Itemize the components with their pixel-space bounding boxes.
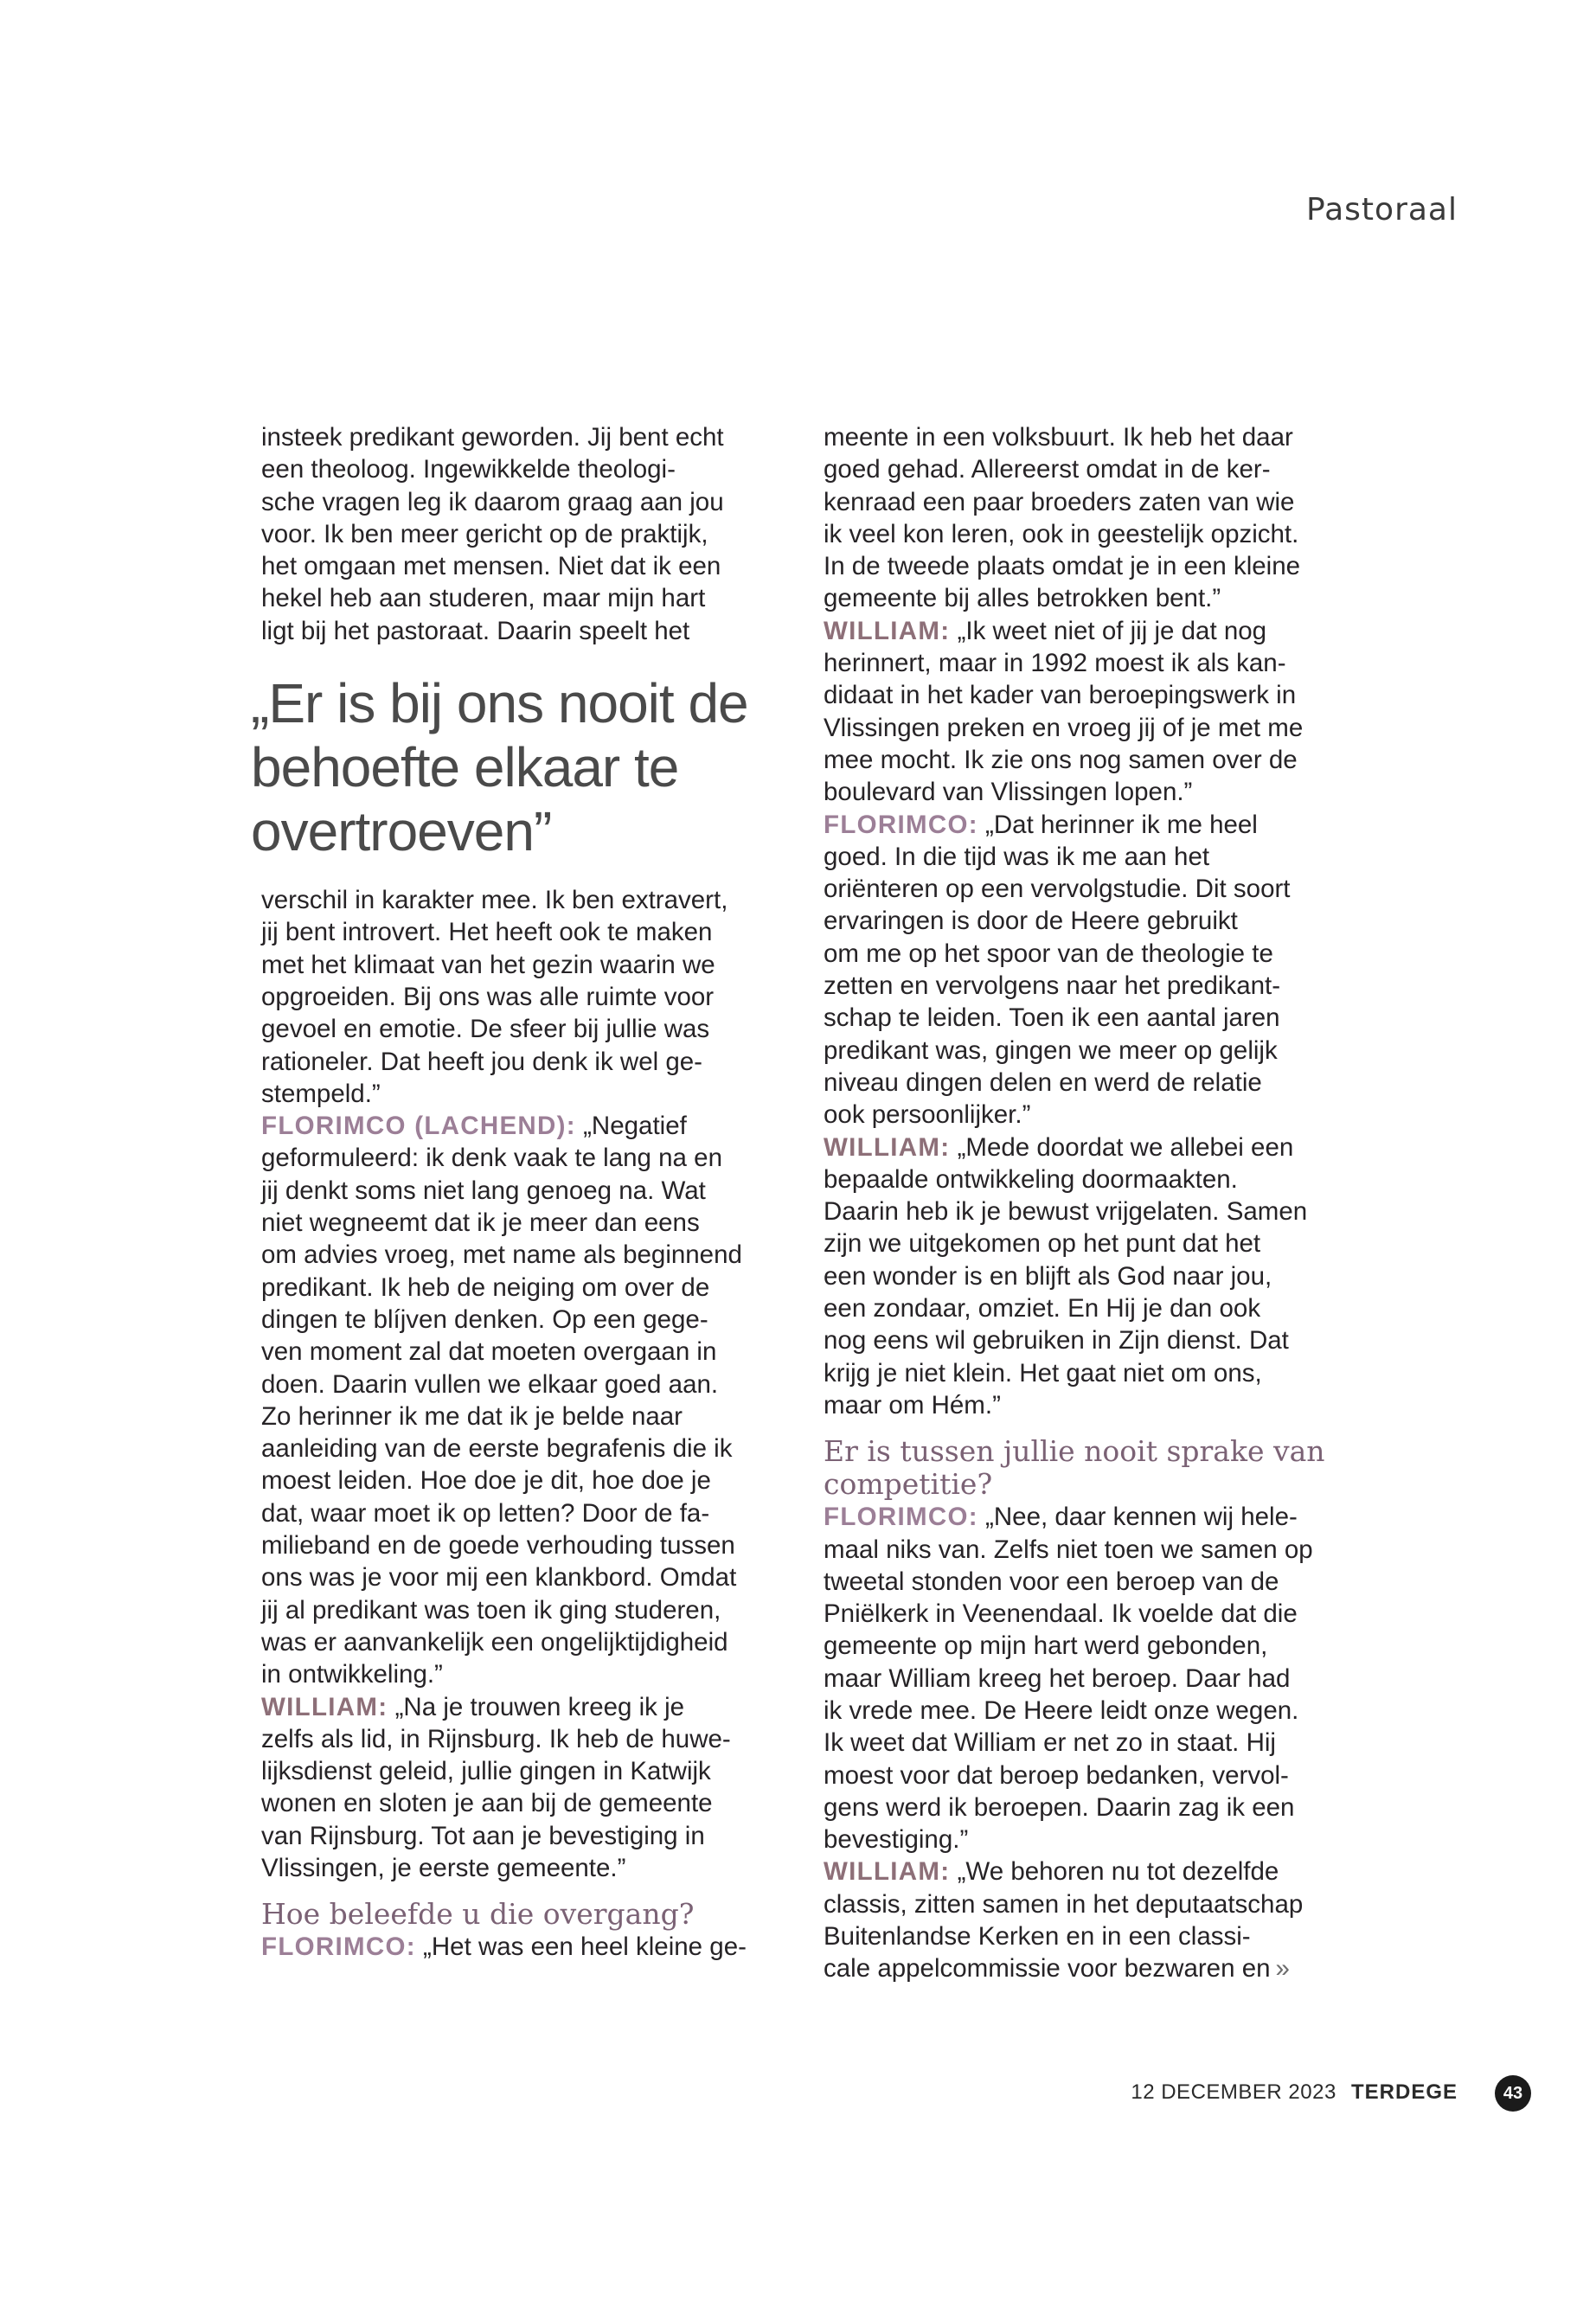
- text-line: sche vragen leg ik daarom graag aan jou: [261, 487, 724, 516]
- text-line: dat, waar moet ik op letten? Door de fa-: [261, 1498, 710, 1528]
- text-line: Pniëlkerk in Veenendaal. Ik voelde dat die: [824, 1599, 1298, 1629]
- speaker-name: FLORIMCO (LACHEND):: [261, 1112, 576, 1141]
- magazine-name: TERDEGE: [1350, 2080, 1458, 2104]
- text-line: predikant. Ik heb de neiging om over de: [261, 1272, 710, 1302]
- pull-quote: [251, 671, 789, 863]
- heading-line: competitie?: [824, 1467, 993, 1502]
- right-column: [824, 421, 1351, 1985]
- text-line: bepaalde ontwikkeling doormaakten.: [824, 1164, 1238, 1194]
- text-line: zelfs als lid, in Rijnsburg. Ik heb de huwe-: [261, 1724, 731, 1753]
- text-line: gens werd ik beroepen. Daarin zag ik een: [824, 1792, 1295, 1822]
- interview-answer: [261, 1110, 789, 1690]
- text-line: ik vrede mee. De Heere leidt onze wegen.: [824, 1695, 1299, 1725]
- text-line: ook persoonlijker.”: [824, 1100, 1031, 1130]
- pull-quote-line: behoefte elkaar te: [251, 736, 679, 799]
- text-line: hekel heb aan studeren, maar mijn hart: [261, 584, 706, 613]
- text-line: gevoel en emotie. De sfeer bij jullie was: [261, 1015, 710, 1044]
- answer-text: „Het was een heel kleine ge-: [415, 1932, 747, 1962]
- interview-answer: [824, 809, 1351, 1131]
- text-line: [824, 809, 1351, 841]
- text-line: maar William kreeg het beroep. Daar had: [824, 1663, 1291, 1693]
- answer-text: „Negatief: [575, 1112, 687, 1141]
- text-line: wonen en sloten je aan bij de gemeente: [261, 1789, 713, 1818]
- text-line: [824, 1952, 1351, 1984]
- issue-date: 12 DECEMBER 2023: [1131, 2080, 1336, 2104]
- text-line: opgroeiden. Bij ons was alle ruimte voor: [261, 982, 715, 1011]
- interview-answer: [261, 1931, 789, 1963]
- text-line: een theoloog. Ingewikkelde theologi-: [261, 455, 676, 484]
- page-footer: [1131, 2080, 1458, 2105]
- text-line: doen. Daarin vullen we elkaar goed aan.: [261, 1369, 719, 1399]
- text-line: Daarin heb ik je bewust vrijgelaten. Samen: [824, 1197, 1308, 1227]
- intro-paragraph: [261, 421, 789, 647]
- text-line: didaat in het kader van beroepingswerk in: [824, 681, 1297, 710]
- text-line: verschil in karakter mee. Ik ben extravert,: [261, 886, 728, 915]
- speaker-name: WILLIAM:: [824, 1132, 951, 1162]
- speaker-name: FLORIMCO:: [824, 1503, 978, 1532]
- text-line: zetten en vervolgens naar het predikant-: [824, 971, 1281, 1001]
- answer-text: „Na je trouwen kreeg ik je: [388, 1692, 685, 1721]
- text-line: Ik weet dat William er net zo in staat. Hij: [824, 1728, 1276, 1758]
- text-line: een zondaar, omziet. En Hij je dan ook: [824, 1294, 1261, 1324]
- text-line: [261, 1110, 789, 1142]
- text-line: niet wegneemt dat ik je meer dan eens: [261, 1208, 700, 1238]
- text-line: van Rijnsburg. Tot aan je bevestiging in: [261, 1821, 705, 1850]
- text-line: [824, 615, 1351, 647]
- text-line: [824, 1856, 1351, 1888]
- page-number: 43: [1495, 2075, 1531, 2112]
- answer-text: cale appelcommissie voor bezwaren en: [824, 1954, 1271, 1984]
- interview-answer: [261, 1691, 789, 1885]
- speaker-name: WILLIAM:: [824, 1857, 951, 1887]
- left-column: [251, 421, 789, 1964]
- text-line: [824, 1501, 1351, 1533]
- paragraph: [261, 884, 789, 1110]
- text-line: [261, 1931, 789, 1963]
- text-line: aanleiding van de eerste begrafenis die ik: [261, 1434, 733, 1464]
- text-line: maal niks van. Zelfs niet toen we samen op: [824, 1535, 1313, 1564]
- text-line: ligt bij het pastoraat. Daarin speelt het: [261, 616, 690, 645]
- text-line: goed gehad. Allereerst omdat in de ker-: [824, 455, 1271, 484]
- text-line: herinnert, maar in 1992 moest ik als kan-: [824, 649, 1286, 678]
- text-line: jij bent introvert. Het heeft ook te maken: [261, 918, 713, 947]
- text-line: ervaringen is door de Heere gebruikt: [824, 907, 1238, 936]
- text-line: insteek predikant geworden. Jij bent echt: [261, 423, 724, 452]
- text-line: Vlissingen preken en vroeg jij of je met me: [824, 713, 1304, 742]
- text-line: oriënteren op een vervolgstudie. Dit soort: [824, 875, 1291, 904]
- continue-arrow-icon: »: [1275, 1954, 1290, 1984]
- speaker-name: WILLIAM:: [261, 1692, 388, 1721]
- text-line: ven moment zal dat moeten overgaan in: [261, 1337, 717, 1367]
- text-line: om advies vroeg, met name als beginnend: [261, 1240, 742, 1270]
- text-line: [824, 1131, 1351, 1163]
- interview-answer: [824, 1501, 1351, 1856]
- text-line: gemeente bij alles betrokken bent.”: [824, 584, 1221, 613]
- text-line: jij al predikant was toen ik ging studeren,: [261, 1595, 721, 1625]
- answer-text: „Nee, daar kennen wij hele-: [977, 1503, 1298, 1532]
- interview-answer: [824, 1856, 1351, 1984]
- text-line: Zo herinner ik me dat ik je belde naar: [261, 1401, 683, 1431]
- text-line: stempeld.”: [261, 1079, 381, 1108]
- question-heading: [824, 1435, 1351, 1501]
- text-line: niveau dingen delen en werd de relatie: [824, 1067, 1262, 1097]
- text-line: [261, 1691, 789, 1723]
- pull-quote-line: „Er is bij ons nooit de: [251, 672, 748, 735]
- text-line: rationeler. Dat heeft jou denk ik wel ge-: [261, 1047, 702, 1076]
- text-line: ons was je voor mij een klankbord. Omdat: [261, 1563, 737, 1593]
- interview-answer: [824, 615, 1351, 809]
- text-line: krijg je niet klein. Het gaat niet om ons,: [824, 1358, 1262, 1388]
- text-line: jij denkt soms niet lang genoeg na. Wat: [261, 1176, 706, 1205]
- text-line: maar om Hém.”: [824, 1390, 1001, 1420]
- text-line: het omgaan met mensen. Niet dat ik een: [261, 552, 721, 581]
- text-line: dingen te blíjven denken. Op een gege-: [261, 1304, 708, 1334]
- text-line: ik veel kon leren, ook in geestelijk opzicht.: [824, 519, 1299, 548]
- text-line: classis, zitten samen in het deputaatschap: [824, 1889, 1304, 1919]
- section-label: Pastoraal: [1306, 192, 1458, 228]
- text-line: was er aanvankelijk een ongelijktijdigheid: [261, 1627, 728, 1657]
- text-line: gemeente op mijn hart werd gebonden,: [824, 1631, 1268, 1661]
- paragraph: [824, 421, 1351, 615]
- pull-quote-line: overtroeven”: [251, 800, 552, 863]
- answer-text: „Mede doordat we allebei een: [950, 1132, 1294, 1162]
- answer-text: „Ik weet niet of jij je dat nog: [950, 616, 1267, 645]
- text-line: nog eens wil gebruiken in Zijn dienst. Dat: [824, 1326, 1289, 1356]
- interview-answer: [824, 1131, 1351, 1422]
- text-line: Vlissingen, je eerste gemeente.”: [261, 1853, 626, 1882]
- text-line: predikant was, gingen we meer op gelijk: [824, 1035, 1278, 1065]
- text-line: moest leiden. Hoe doe je dit, hoe doe je: [261, 1466, 711, 1496]
- text-line: om me op het spoor van de theologie te: [824, 939, 1273, 968]
- text-line: met het klimaat van het gezin waarin we: [261, 950, 715, 979]
- text-line: moest voor dat beroep bedanken, vervol-: [824, 1760, 1289, 1790]
- text-line: meente in een volksbuurt. Ik heb het daar: [824, 423, 1293, 452]
- text-line: geformuleerd: ik denk vaak te lang na en: [261, 1144, 722, 1173]
- text-line: schap te leiden. Toen ik een aantal jaren: [824, 1003, 1280, 1033]
- answer-text: „We behoren nu tot dezelfde: [950, 1857, 1279, 1887]
- text-line: mee mocht. Ik zie ons nog samen over de: [824, 745, 1298, 774]
- speaker-name: WILLIAM:: [824, 616, 951, 645]
- question-heading: [261, 1898, 789, 1931]
- answer-text: „Dat herinner ik me heel: [977, 810, 1258, 839]
- speaker-name: FLORIMCO:: [261, 1932, 416, 1962]
- text-line: zijn we uitgekomen op het punt dat het: [824, 1229, 1261, 1259]
- text-line: Buitenlandse Kerken en in een classi-: [824, 1922, 1251, 1952]
- text-line: tweetal stonden voor een beroep van de: [824, 1567, 1279, 1596]
- text-line: in ontwikkeling.”: [261, 1660, 443, 1689]
- text-line: In de tweede plaats omdat je in een kleine: [824, 552, 1301, 581]
- speaker-name: FLORIMCO:: [824, 810, 978, 839]
- text-line: milieband en de goede verhouding tussen: [261, 1531, 735, 1561]
- text-line: bevestiging.”: [824, 1825, 969, 1855]
- text-line: voor. Ik ben meer gericht op de praktijk,: [261, 519, 708, 548]
- text-line: goed. In die tijd was ik me aan het: [824, 842, 1210, 871]
- text-line: lijksdienst geleid, jullie gingen in Katwijk: [261, 1757, 711, 1786]
- heading-line: Er is tussen jullie nooit sprake van: [824, 1434, 1325, 1469]
- text-line: kenraad een paar broeders zaten van wie: [824, 487, 1295, 516]
- text-line: een wonder is en blijft als God naar jou,: [824, 1261, 1272, 1291]
- heading-line: Hoe beleefde u die overgang?: [261, 1897, 695, 1932]
- text-line: boulevard van Vlissingen lopen.”: [824, 778, 1193, 807]
